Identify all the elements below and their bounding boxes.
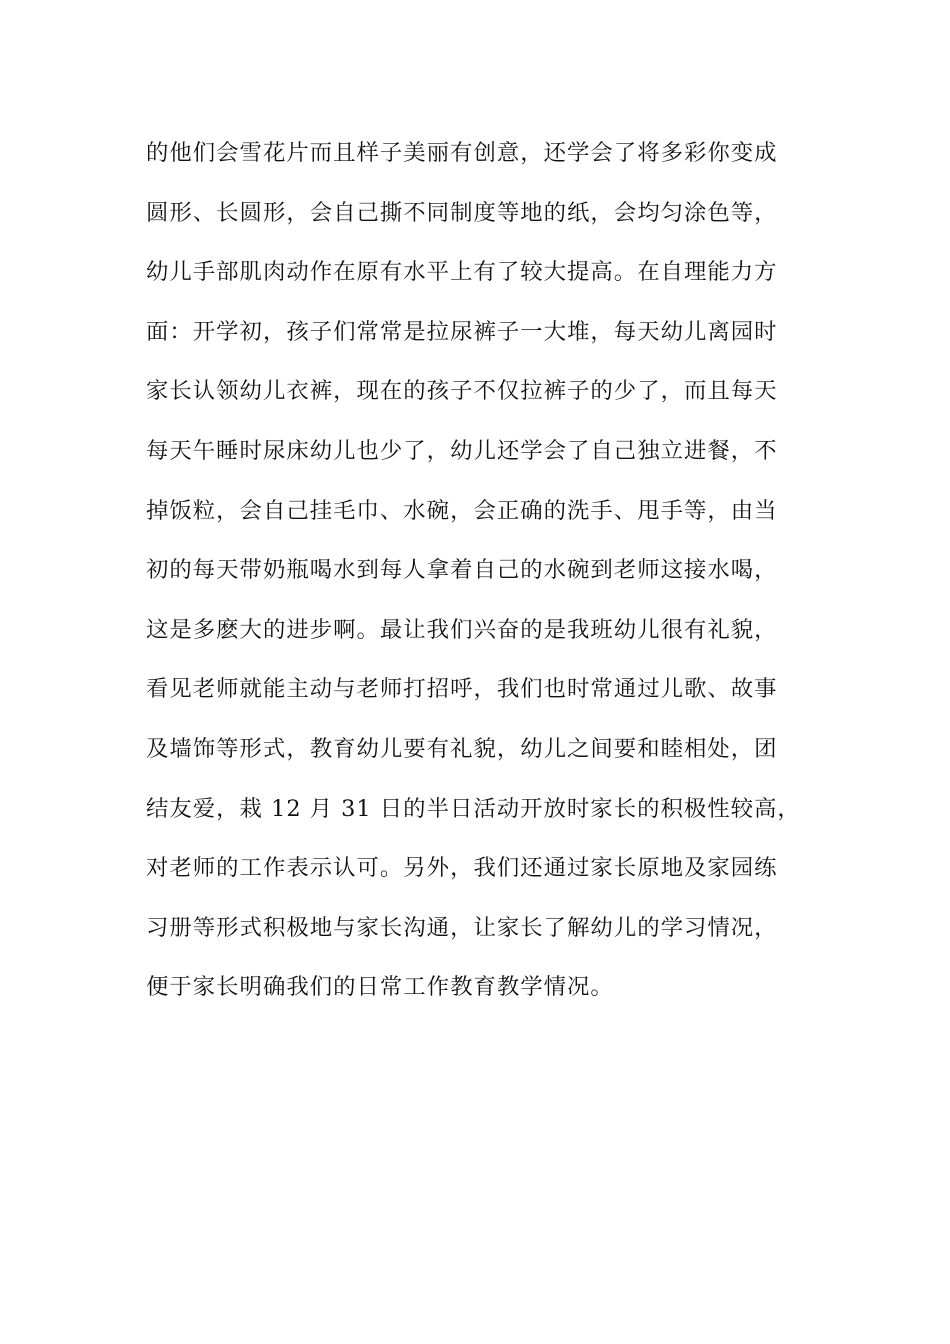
text-line: 这是多麽大的进步啊。最让我们兴奋的是我班幼儿很有礼貌，	[146, 616, 778, 643]
text-line: 圆形、长圆形，会自己撕不同制度等地的纸，会均匀涂色等，	[146, 199, 778, 226]
text-line: 习册等形式积极地与家长沟通，让家长了解幼儿的学习情况，	[146, 914, 778, 941]
text-line: 每天午睡时尿床幼儿也少了，幼儿还学会了自己独立进餐，不	[146, 437, 778, 464]
text-line: 看见老师就能主动与老师打招呼，我们也时常通过儿歌、故事	[146, 676, 778, 703]
text-line: 对老师的工作表示认可。另外，我们还通过家长原地及家园练	[146, 855, 778, 882]
text-line: 便于家长明确我们的日常工作教育教学情况。	[146, 974, 614, 1001]
body-text	[146, 128, 810, 1022]
text-line: 掉饭粒，会自己挂毛巾、水碗，会正确的洗手、甩手等，由当	[146, 497, 778, 524]
text-line: 结友爱，栽 12 月 31 日的半日活动开放时家长的积极性较高，	[146, 795, 801, 822]
text-line: 幼儿手部肌肉动作在原有水平上有了较大提高。在自理能力方	[146, 259, 778, 286]
text-line: 初的每天带奶瓶喝水到每人拿着自己的水碗到老师这接水喝，	[146, 557, 778, 584]
text-line: 家长认领幼儿衣裤，现在的孩子不仅拉裤子的少了，而且每天	[146, 378, 778, 405]
text-line: 面：开学初，孩子们常常是拉尿裤子一大堆，每天幼儿离园时	[146, 318, 778, 345]
text-line: 及墙饰等形式，教育幼儿要有礼貌，幼儿之间要和睦相处，团	[146, 735, 778, 762]
text-line: 的他们会雪花片而且样子美丽有创意，还学会了将多彩你变成	[146, 140, 778, 166]
